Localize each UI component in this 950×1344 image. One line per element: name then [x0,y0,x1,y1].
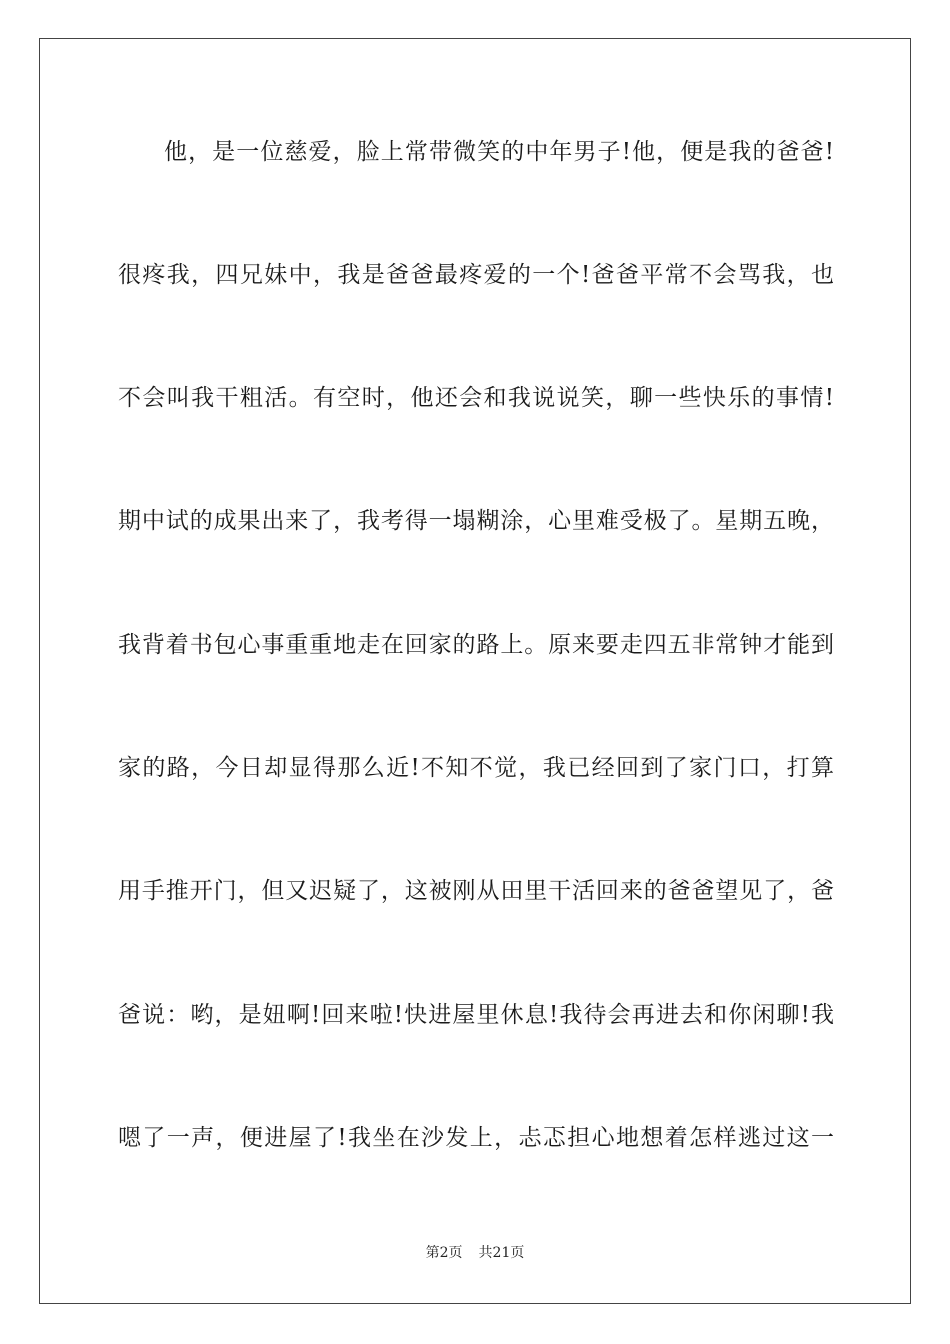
paragraph-line-3: 不会叫我干粗活。有空时，他还会和我说说笑，聊一些快乐的事情! [118,385,834,411]
paragraph-line-5: 我背着书包心事重重地走在回家的路上。原来要走四五非常钟才能到 [118,632,834,658]
paragraph-line-6: 家的路，今日却显得那么近!不知不觉，我已经回到了家门口，打算 [118,755,834,781]
paragraph-line-8: 爸说：哟，是妞啊!回来啦!快进屋里休息!我待会再进去和你闲聊!我 [118,1002,834,1028]
paragraph-line-1: 他，是一位慈爱，脸上常带微笑的中年男子!他，便是我的爸爸! [164,139,834,165]
paragraph-line-4: 期中试的成果出来了，我考得一塌糊涂，心里难受极了。星期五晚， [118,508,834,534]
total-pages: 共21页 [478,1245,525,1261]
paragraph-line-7: 用手推开门，但又迟疑了，这被刚从田里干活回来的爸爸望见了，爸 [118,878,834,904]
page-border [39,38,911,1304]
paragraph-line-2: 很疼我，四兄妹中，我是爸爸最疼爱的一个!爸爸平常不会骂我，也 [118,262,834,288]
paragraph-line-9: 嗯了一声，便进屋了!我坐在沙发上，忐忑担心地想着怎样逃过这一 [118,1125,834,1151]
page-footer [0,1244,950,1262]
page-number: 第2页 [425,1245,463,1261]
